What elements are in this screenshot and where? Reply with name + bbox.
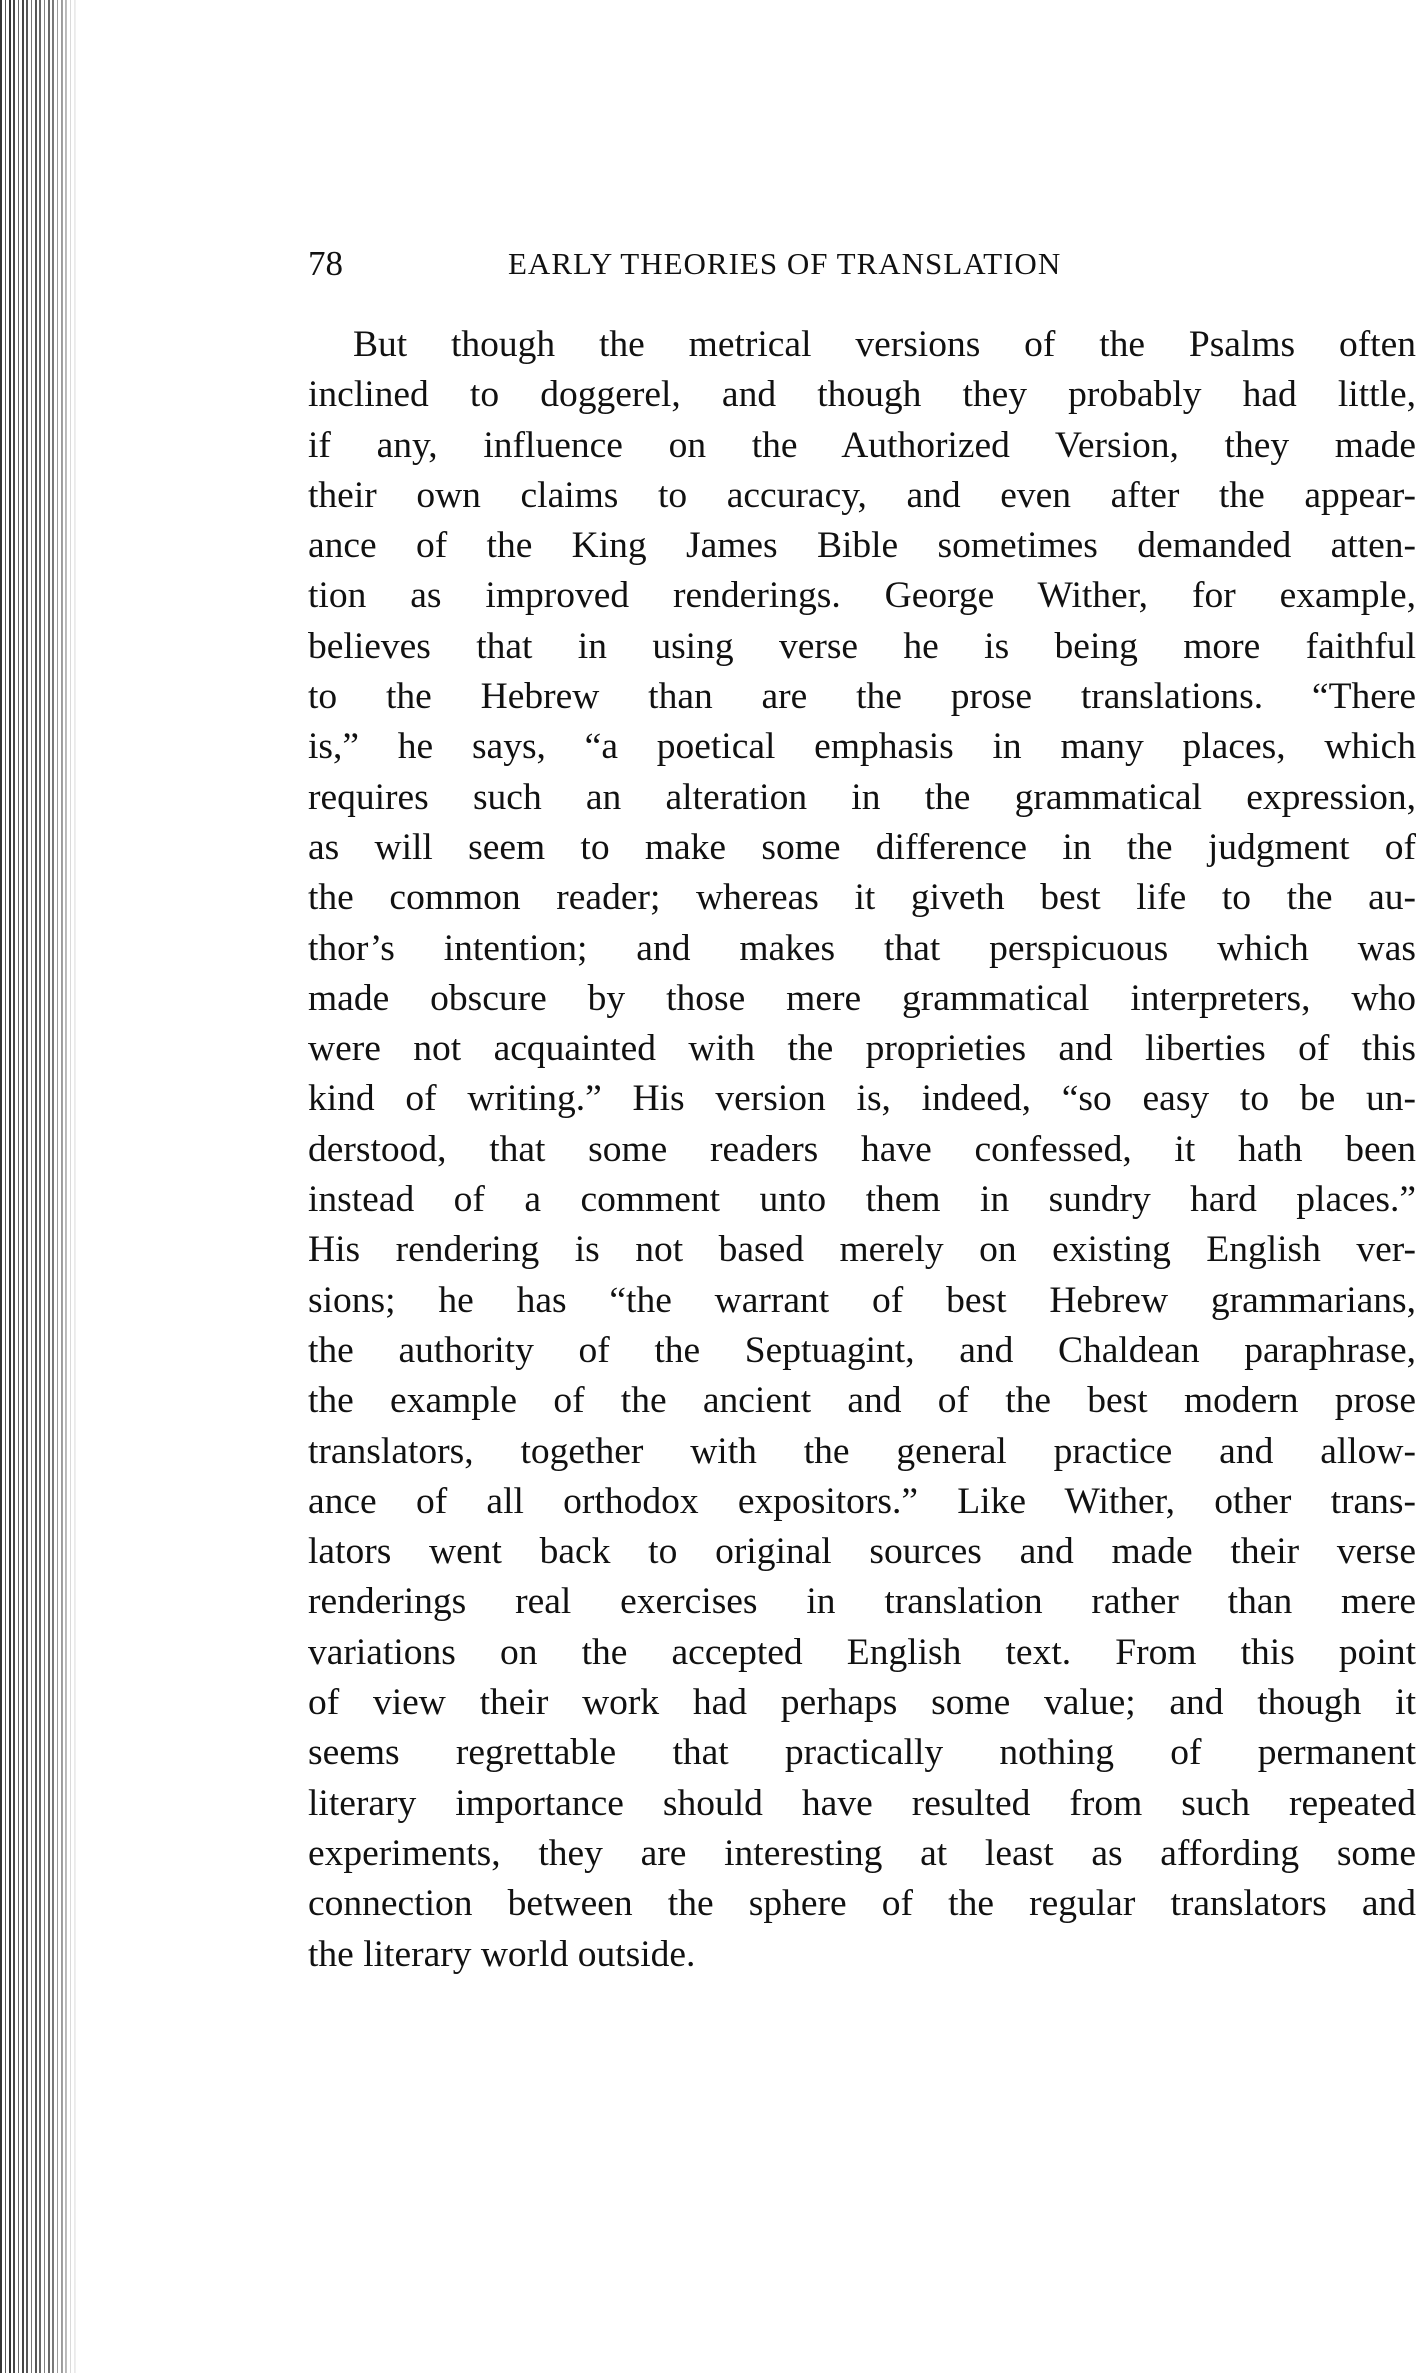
- text-line: variations on the accepted English text. From this point: [308, 1631, 1416, 1673]
- text-line: connection between the sphere of the regular translators and: [308, 1883, 1416, 1925]
- text-line: inclined to doggerel, and though they probably had little,: [308, 374, 1416, 416]
- text-line: lators went back to original sources and made their verse: [308, 1531, 1416, 1573]
- text-line: ance of the King James Bible sometimes demanded atten-: [308, 525, 1416, 567]
- text-line: translators, together with the general practice and allow-: [308, 1430, 1416, 1472]
- text-line: the literary world outside.: [308, 1933, 696, 1975]
- page-number: 78: [308, 244, 343, 283]
- text-line: were not acquainted with the proprieties and liberties of this: [308, 1028, 1416, 1070]
- running-title: EARLY THEORIES OF TRANSLATION: [508, 246, 1062, 281]
- text-line: their own claims to accuracy, and even after the appear-: [308, 474, 1416, 516]
- text-line: seems regrettable that practically nothing of permanent: [308, 1732, 1416, 1774]
- text-line: believes that in using verse he is being more faithful: [308, 625, 1416, 667]
- text-line: if any, influence on the Authorized Version, they made: [308, 424, 1416, 466]
- text-line: tion as improved renderings. George Wither, for example,: [308, 575, 1416, 617]
- text-line: literary importance should have resulted from such repeated: [308, 1782, 1416, 1824]
- text-line: the common reader; whereas it giveth best life to the au-: [308, 877, 1416, 919]
- text-line: But though the metrical versions of the Psalms often: [353, 324, 1416, 365]
- text-line: experiments, they are interesting at least as affording some: [308, 1832, 1416, 1874]
- text-line: instead of a comment unto them in sundry hard places.”: [308, 1179, 1416, 1221]
- text-line: derstood, that some readers have confessed, it hath been: [308, 1128, 1416, 1170]
- body-text: [308, 320, 1416, 1980]
- text-line: requires such an alteration in the grammatical expression,: [308, 776, 1416, 818]
- text-line: of view their work had perhaps some value; and though it: [308, 1682, 1416, 1724]
- text-line: the example of the ancient and of the best modern prose: [308, 1380, 1416, 1422]
- text-line: sions; he has “the warrant of best Hebrew grammarians,: [308, 1279, 1416, 1321]
- text-line: to the Hebrew than are the prose translations. “There: [308, 676, 1416, 718]
- text-line: made obscure by those mere grammatical interpreters, who: [308, 977, 1416, 1019]
- running-head: [308, 240, 1408, 288]
- text-line: as will seem to make some difference in the judgment of: [308, 826, 1416, 868]
- text-line: the authority of the Septuagint, and Chaldean paraphrase,: [308, 1329, 1416, 1371]
- text-line: thor’s intention; and makes that perspicuous which was: [308, 927, 1416, 969]
- text-line: His rendering is not based merely on existing English ver-: [308, 1229, 1416, 1271]
- text-line: ance of all orthodox expositors.” Like Wither, other trans-: [308, 1480, 1416, 1522]
- text-line: is,” he says, “a poetical emphasis in many places, which: [308, 726, 1416, 768]
- binding-edge: [0, 0, 78, 2373]
- text-line: renderings real exercises in translation rather than mere: [308, 1581, 1416, 1623]
- text-line: kind of writing.” His version is, indeed, “so easy to be un-: [308, 1078, 1416, 1120]
